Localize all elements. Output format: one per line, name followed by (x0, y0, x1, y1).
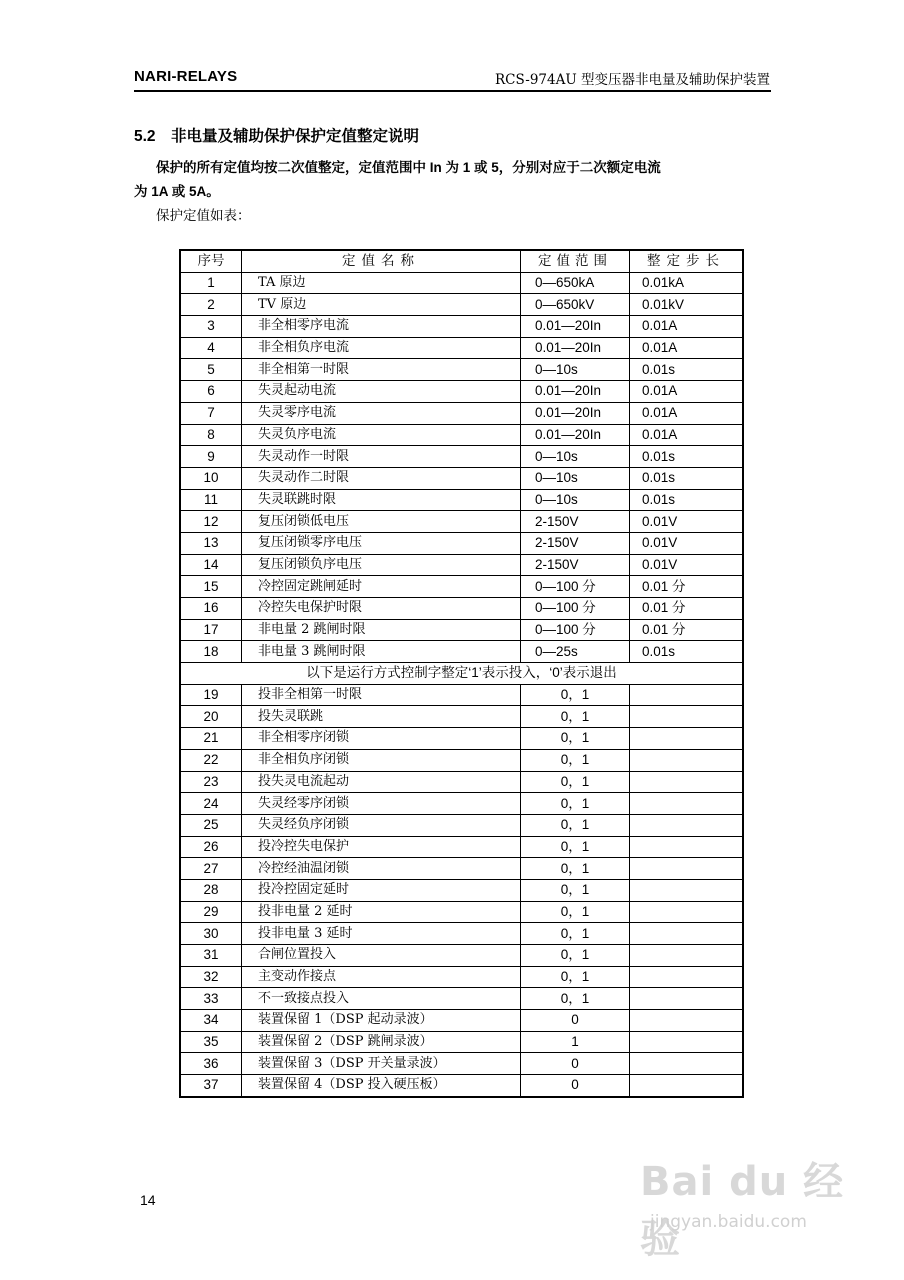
cell-name: 投失灵电流起动 (242, 771, 521, 793)
cell-range: 0—10s (521, 489, 630, 511)
cell-range: 0—10s (521, 467, 630, 489)
table-row (180, 532, 743, 554)
cell-range: 0.01—20In (521, 424, 630, 446)
cell-name: 投失灵联跳 (242, 706, 521, 728)
cell-step: 0.01A (630, 402, 744, 424)
cell-index: 30 (180, 923, 242, 945)
cell-range: 0—100 分 (521, 619, 630, 641)
cell-range: 2-150V (521, 511, 630, 533)
cell-range: 0.01—20In (521, 337, 630, 359)
cell-index: 12 (180, 511, 242, 533)
cell-step (630, 945, 744, 967)
table-row (180, 858, 743, 880)
cell-step: 0.01A (630, 381, 744, 403)
cell-index: 7 (180, 402, 242, 424)
cell-index: 36 (180, 1053, 242, 1075)
cell-index: 17 (180, 619, 242, 641)
cell-step: 0.01A (630, 316, 744, 338)
table-row (180, 511, 743, 533)
cell-name: 复压闭锁负序电压 (242, 554, 521, 576)
header-range: 定值范围 (521, 250, 630, 272)
cell-name: 复压闭锁低电压 (242, 511, 521, 533)
cell-step (630, 749, 744, 771)
cell-step (630, 684, 744, 706)
cell-index: 33 (180, 988, 242, 1010)
table-row (180, 598, 743, 620)
header-index: 序号 (180, 250, 242, 272)
cell-step: 0.01s (630, 641, 744, 663)
cell-step: 0.01A (630, 424, 744, 446)
cell-step: 0.01A (630, 337, 744, 359)
cell-index: 34 (180, 1010, 242, 1032)
cell-index: 25 (180, 814, 242, 836)
table-row (180, 294, 743, 316)
table-row (180, 945, 743, 967)
table-row (180, 749, 743, 771)
cell-name: 投非全相第一时限 (242, 684, 521, 706)
cell-range: 0，1 (521, 749, 630, 771)
cell-step: 0.01 分 (630, 619, 744, 641)
cell-index: 5 (180, 359, 242, 381)
control-word-note: 以下是运行方式控制字整定‘1’表示投入，‘0’表示退出 (180, 663, 743, 685)
cell-range: 0，1 (521, 706, 630, 728)
header-step: 整定步长 (630, 250, 744, 272)
cell-index: 32 (180, 966, 242, 988)
settings-table (179, 249, 744, 1098)
cell-step (630, 728, 744, 750)
cell-step (630, 858, 744, 880)
cell-name: 失灵经负序闭锁 (242, 814, 521, 836)
cell-index: 9 (180, 446, 242, 468)
table-intro-text: 保护定值如表： (156, 208, 251, 224)
cell-step (630, 901, 744, 923)
brand-logo-text: NARI-RELAYS (134, 68, 238, 85)
cell-step (630, 771, 744, 793)
control-word-note-row (180, 663, 743, 685)
cell-name: 非全相负序电流 (242, 337, 521, 359)
cell-name: 不一致接点投入 (242, 988, 521, 1010)
table-row (180, 424, 743, 446)
page-header (134, 68, 770, 90)
settings-rows (180, 272, 743, 662)
cell-step: 0.01V (630, 511, 744, 533)
cell-index: 1 (180, 272, 242, 294)
cell-name: 投非电量 3 延时 (242, 923, 521, 945)
cell-name: 复压闭锁零序电压 (242, 532, 521, 554)
cell-step (630, 793, 744, 815)
document-title: RCS-974AU 型变压器非电量及辅助保护装置 (495, 72, 770, 88)
cell-range: 0，1 (521, 945, 630, 967)
intro-paragraph-line2: 为 1A 或 5A。 (134, 184, 220, 199)
cell-range: 0，1 (521, 988, 630, 1010)
table-row (180, 446, 743, 468)
table-row (180, 728, 743, 750)
cell-name: 冷控失电保护时限 (242, 598, 521, 620)
table-row (180, 316, 743, 338)
table-row (180, 554, 743, 576)
cell-name: 投冷控失电保护 (242, 836, 521, 858)
cell-step (630, 923, 744, 945)
cell-name: 非电量 3 跳闸时限 (242, 641, 521, 663)
cell-step: 0.01 分 (630, 576, 744, 598)
table-row (180, 901, 743, 923)
cell-range: 0 (521, 1010, 630, 1032)
cell-name: 合闸位置投入 (242, 945, 521, 967)
table-row (180, 814, 743, 836)
cell-step: 0.01s (630, 467, 744, 489)
cell-index: 24 (180, 793, 242, 815)
table-row (180, 489, 743, 511)
table-row (180, 988, 743, 1010)
cell-name: 失灵动作二时限 (242, 467, 521, 489)
cell-step: 0.01s (630, 359, 744, 381)
cell-index: 2 (180, 294, 242, 316)
cell-step: 0.01s (630, 446, 744, 468)
cell-range: 0—25s (521, 641, 630, 663)
cell-range: 0 (521, 1053, 630, 1075)
table-row (180, 641, 743, 663)
cell-index: 11 (180, 489, 242, 511)
cell-range: 0，1 (521, 901, 630, 923)
cell-index: 16 (180, 598, 242, 620)
cell-range: 0，1 (521, 814, 630, 836)
table-row (180, 706, 743, 728)
cell-name: 投冷控固定延时 (242, 879, 521, 901)
table-row (180, 337, 743, 359)
watermark-logo: Bai du 经验 (640, 1159, 845, 1262)
cell-index: 8 (180, 424, 242, 446)
cell-range: 1 (521, 1031, 630, 1053)
cell-index: 22 (180, 749, 242, 771)
cell-index: 35 (180, 1031, 242, 1053)
cell-name: 冷控固定跳闸延时 (242, 576, 521, 598)
cell-name: 冷控经油温闭锁 (242, 858, 521, 880)
cell-name: 失灵联跳时限 (242, 489, 521, 511)
cell-index: 14 (180, 554, 242, 576)
cell-name: 装置保留 1（DSP 起动录波） (242, 1010, 521, 1032)
cell-index: 27 (180, 858, 242, 880)
cell-name: 失灵负序电流 (242, 424, 521, 446)
cell-step (630, 706, 744, 728)
table-row (180, 359, 743, 381)
cell-index: 21 (180, 728, 242, 750)
cell-name: 非全相第一时限 (242, 359, 521, 381)
cell-range: 0—10s (521, 446, 630, 468)
baidu-watermark (640, 1150, 850, 1262)
header-name: 定值名称 (242, 250, 521, 272)
table-row (180, 836, 743, 858)
table-row (180, 923, 743, 945)
cell-range: 0—100 分 (521, 576, 630, 598)
table-header-row (180, 250, 743, 272)
cell-step (630, 879, 744, 901)
cell-index: 18 (180, 641, 242, 663)
table-row (180, 1075, 743, 1097)
cell-index: 19 (180, 684, 242, 706)
cell-index: 28 (180, 879, 242, 901)
cell-name: 装置保留 2（DSP 跳闸录波） (242, 1031, 521, 1053)
cell-name: 非全相零序闭锁 (242, 728, 521, 750)
cell-range: 0 (521, 1075, 630, 1097)
cell-range: 0.01—20In (521, 381, 630, 403)
cell-index: 31 (180, 945, 242, 967)
cell-name: 非电量 2 跳闸时限 (242, 619, 521, 641)
cell-step (630, 988, 744, 1010)
cell-range: 0—100 分 (521, 598, 630, 620)
cell-range: 0，1 (521, 771, 630, 793)
cell-range: 0，1 (521, 879, 630, 901)
watermark-url: jingyan.baidu.com (650, 1212, 807, 1232)
table-row (180, 966, 743, 988)
cell-index: 4 (180, 337, 242, 359)
table-row (180, 272, 743, 294)
section-title: 5.2 非电量及辅助保护保护定值整定说明 (134, 128, 420, 145)
cell-range: 0，1 (521, 966, 630, 988)
cell-index: 13 (180, 532, 242, 554)
cell-step: 0.01kA (630, 272, 744, 294)
cell-name: 失灵动作一时限 (242, 446, 521, 468)
cell-step: 0.01V (630, 554, 744, 576)
page-number: 14 (140, 1192, 156, 1208)
cell-step (630, 836, 744, 858)
table-row (180, 576, 743, 598)
cell-index: 26 (180, 836, 242, 858)
table-row (180, 619, 743, 641)
cell-range: 0，1 (521, 728, 630, 750)
cell-index: 3 (180, 316, 242, 338)
cell-range: 0—650kV (521, 294, 630, 316)
cell-name: 装置保留 3（DSP 开关量录波） (242, 1053, 521, 1075)
cell-name: TV 原边 (242, 294, 521, 316)
cell-index: 10 (180, 467, 242, 489)
cell-range: 0.01—20In (521, 316, 630, 338)
cell-range: 0—650kA (521, 272, 630, 294)
table-row (180, 771, 743, 793)
cell-step (630, 1075, 744, 1097)
cell-step: 0.01s (630, 489, 744, 511)
cell-range: 0，1 (521, 858, 630, 880)
table-row (180, 879, 743, 901)
cell-step: 0.01 分 (630, 598, 744, 620)
cell-name: 主变动作接点 (242, 966, 521, 988)
cell-name: TA 原边 (242, 272, 521, 294)
cell-range: 0，1 (521, 793, 630, 815)
cell-index: 29 (180, 901, 242, 923)
cell-range: 0—10s (521, 359, 630, 381)
cell-range: 0，1 (521, 923, 630, 945)
table-row (180, 402, 743, 424)
table-row (180, 793, 743, 815)
table-row (180, 1010, 743, 1032)
cell-index: 6 (180, 381, 242, 403)
table-row (180, 684, 743, 706)
cell-step (630, 966, 744, 988)
header-divider (134, 90, 771, 92)
table-row (180, 381, 743, 403)
cell-name: 失灵经零序闭锁 (242, 793, 521, 815)
cell-step (630, 1010, 744, 1032)
cell-index: 37 (180, 1075, 242, 1097)
cell-index: 15 (180, 576, 242, 598)
cell-range: 0，1 (521, 836, 630, 858)
cell-range: 0，1 (521, 684, 630, 706)
cell-step: 0.01V (630, 532, 744, 554)
control-word-rows (180, 684, 743, 1097)
cell-name: 装置保留 4（DSP 投入硬压板） (242, 1075, 521, 1097)
cell-step (630, 1053, 744, 1075)
table-row (180, 467, 743, 489)
cell-index: 20 (180, 706, 242, 728)
cell-name: 非全相负序闭锁 (242, 749, 521, 771)
cell-name: 失灵零序电流 (242, 402, 521, 424)
cell-range: 2-150V (521, 554, 630, 576)
cell-index: 23 (180, 771, 242, 793)
table-row (180, 1031, 743, 1053)
cell-range: 2-150V (521, 532, 630, 554)
cell-name: 失灵起动电流 (242, 381, 521, 403)
cell-range: 0.01—20In (521, 402, 630, 424)
cell-step (630, 1031, 744, 1053)
cell-step: 0.01kV (630, 294, 744, 316)
table-row (180, 1053, 743, 1075)
cell-step (630, 814, 744, 836)
cell-name: 非全相零序电流 (242, 316, 521, 338)
intro-paragraph-line1: 保护的所有定值均按二次值整定，定值范围中 In 为 1 或 5，分别对应于二次额定电流 (156, 160, 661, 175)
cell-name: 投非电量 2 延时 (242, 901, 521, 923)
